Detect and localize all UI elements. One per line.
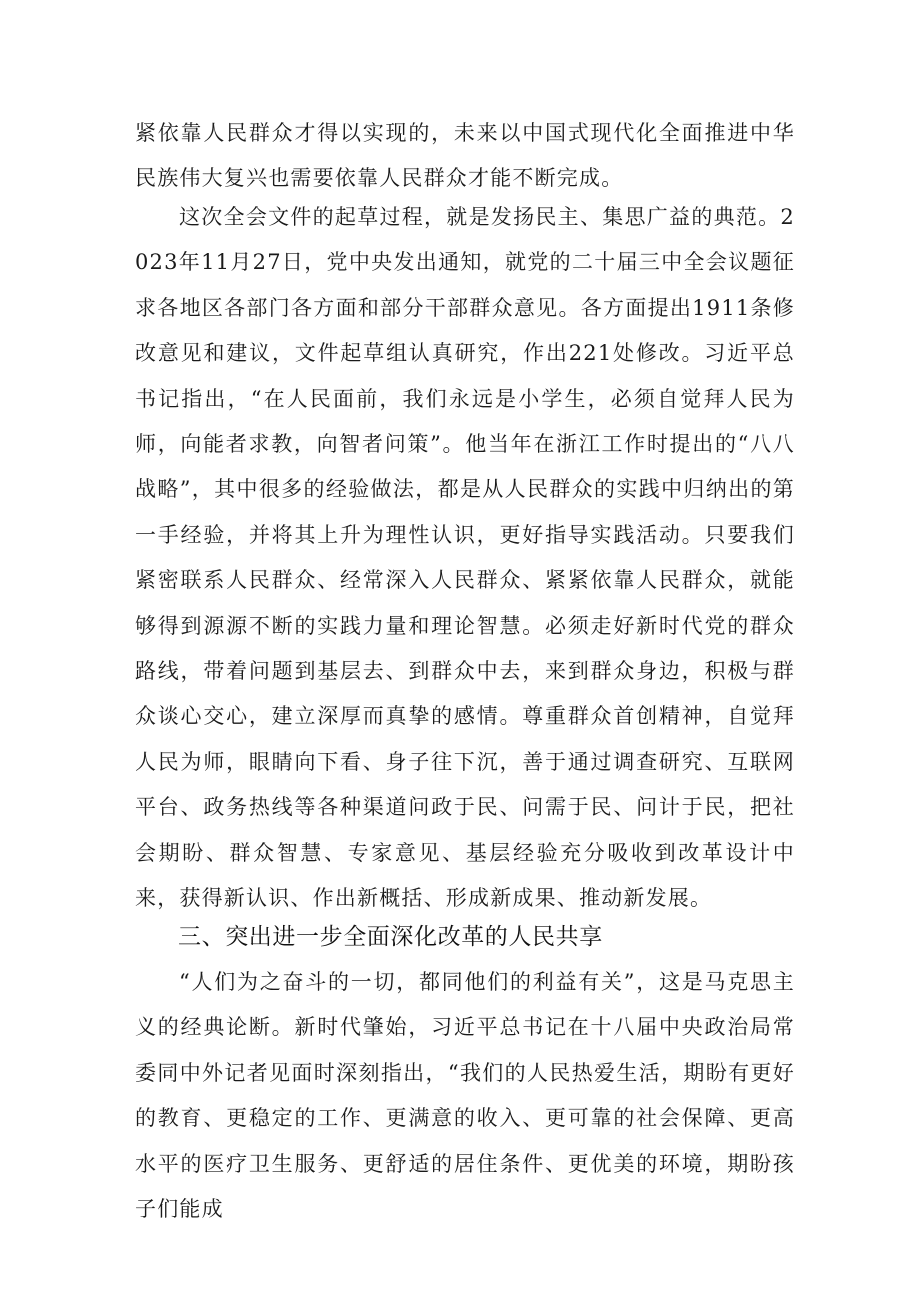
body-paragraph-drafting-process (135, 195, 795, 922)
continuation-paragraph (135, 111, 795, 202)
section-heading: 三、突出进一步全面深化改革的人民共享 (178, 924, 603, 950)
paragraph-text: 这次全会文件的起草过程，就是发扬民主、集思广益的典范。2023年11月27日，党中央发出通知，就党的二十届三中全会议题征求各地区各部门各方面和部分干部群众意见。各方面提出1911条修改意见和建议，文件起草组认真研究，作出221处修改。习近平总书记指出，“在人民面前，我们永远是小学生，必须自觉拜人民为师，向能者求教，向智者问策”。他当年在浙江工作时提出的“八八战略”，其中很多的经验做法，都是从人民群众的实践中归纳出的第一手经验，并将其上升为理性认识，更好指导实践活动。只要我们紧密联系人民群众、经常深入人民群众、紧紧依靠人民群众，就能够得到源源不断的实践力量和理论智慧。必须走好新时代党的群众路线，带着问题到基层去、到群众中去，来到群众身边，积极与群众谈心交心，建立深厚而真挚的感情。尊重群众首创精神，自觉拜人民为师，眼睛向下看、身子往下沉，善于通过调查研究、互联网平台、政务热线等各种渠道问政于民、问需于民、问计于民，把社会期盼、群众智慧、专家意见、基层经验充分吸收到改革设计中来，获得新认识、作出新概括、形成新成果、推动新发展。 (135, 205, 795, 911)
body-paragraph-people-sharing (135, 960, 795, 1232)
paragraph-text: “人们为之奋斗的一切，都同他们的利益有关”，这是马克思主义的经典论断。新时代肇始，习近平总书记在十八届中央政治局常委同中外记者见面时深刻指出，“我们的人民热爱生活，期盼有更好的教育、更稳定的工作、更满意的收入、更可靠的社会保障、更高水平的医疗卫生服务、更舒适的居住条件、更优美的环境，期盼孩子们能成 (135, 970, 795, 1222)
paragraph-text: 紧依靠人民群众才得以实现的，未来以中国式现代化全面推进中华民族伟大复兴也需要依靠人民群众才能不断完成。 (135, 121, 795, 191)
